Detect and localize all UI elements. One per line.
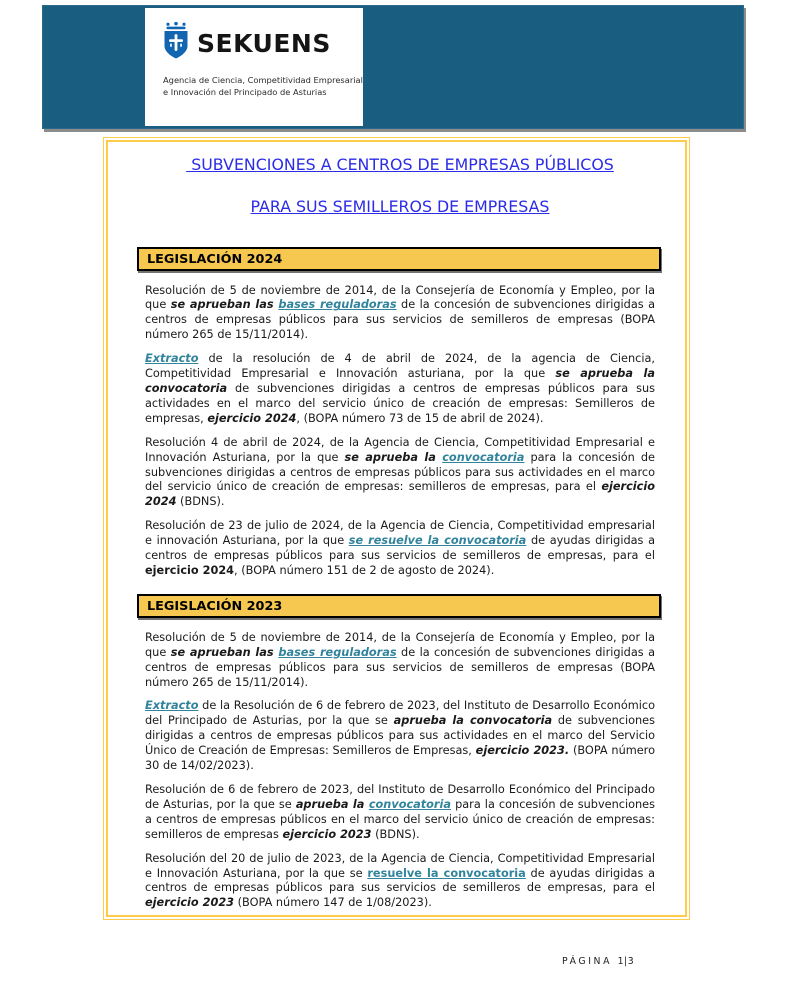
text-run: Resolución de 5 de noviembre de 2014, de la Consejería de Economía y Empleo, por la que xyxy=(145,630,655,659)
text-run: para la concesión de subvenciones dirigidas a centros de empresas públicos para sus actividades en el marco del servicio único de creación de empresas: semilleros de empresas, para el xyxy=(145,450,655,494)
page-number-label: PÁGINA xyxy=(562,956,613,967)
text-run: ejercicio 2023. xyxy=(475,744,570,758)
text-run: de ayudas dirigidas a centros de empresas públicos para sus servicios de semilleros de empresas, para el xyxy=(145,866,656,895)
text-run: , (BOPA número 151 de 2 de agosto de 2024). xyxy=(234,563,495,577)
text-run: Resolución de 5 de noviembre de 2014, de la Consejería de Economía y Empleo, por la que xyxy=(145,283,655,312)
brand-name: SEKUENS xyxy=(197,28,331,58)
text-run: de la resolución de 4 de abril de 2024, de la agencia de Ciencia, Competitividad Empresarial e Innovación asturiana, por la que xyxy=(145,352,655,381)
page-number-value: 1|3 xyxy=(617,956,635,967)
brand-tagline-line1: Agencia de Ciencia, Competitividad Empresarial xyxy=(163,75,363,85)
text-run: se aprueban las xyxy=(170,298,279,312)
text-run: ejercicio 2024 xyxy=(145,563,235,577)
text-run: (BOPA número 30 de 14/02/2023). xyxy=(145,744,655,773)
text-run: ejercicio 2023 xyxy=(145,896,235,910)
text-run: de subvenciones dirigidas a centros de empresas públicos para sus actividades en el marco del Servicio Único de Creación de Empresas: Semilleros de Empresas, xyxy=(145,714,655,758)
header-banner xyxy=(42,5,744,129)
text-run: Resolución del 20 de julio de 2023, de la Agencia de Ciencia, Competitividad Empresarial e Innovación Asturiana, por la que se xyxy=(145,851,655,880)
text-run: ejercicio 2024 xyxy=(207,411,297,425)
text-run: , (BOPA número 73 de 15 de abril de 2024). xyxy=(296,411,544,425)
inline-link[interactable]: bases reguladoras xyxy=(278,645,397,659)
page-number xyxy=(562,956,634,967)
document-title-line2: PARA SUS SEMILLEROS DE EMPRESAS xyxy=(250,196,550,216)
section-legislacion-2024 xyxy=(145,247,655,579)
document-title-line1: SUBVENCIONES A CENTROS DE EMPRESAS PÚBLICOS xyxy=(186,155,614,174)
text-run: de la concesión de subvenciones dirigidas a centros de empresas públicos para sus servicios de semilleros de empresas (BOPA número 265 de 15/11/2014). xyxy=(145,298,655,342)
paragraph xyxy=(145,783,655,843)
text-run: Resolución de 23 de julio de 2024, de la Agencia de Ciencia, Competitividad empresarial e innovación Asturiana, por la que xyxy=(145,519,655,548)
text-run: Resolución 4 de abril de 2024, de la Agencia de Ciencia, Competitividad Empresarial e Innovación Asturiana, por la que xyxy=(145,435,655,464)
text-run: (BOPA número 147 de 1/08/2023). xyxy=(234,896,432,910)
text-run: se aprueban las xyxy=(170,645,279,659)
inline-link[interactable]: Extracto xyxy=(145,352,199,366)
inline-link[interactable]: Extracto xyxy=(145,699,199,713)
document-title xyxy=(145,155,655,218)
text-run: (BDNS). xyxy=(371,827,420,841)
asturias-victory-cross-shield-icon xyxy=(163,22,189,64)
brand-tagline xyxy=(163,74,363,98)
paragraph xyxy=(145,631,655,691)
text-run: se aprueba la convocatoria xyxy=(145,367,655,395)
inline-link[interactable]: resuelve la convocatoria xyxy=(367,866,526,880)
inline-link[interactable]: convocatoria xyxy=(442,450,525,464)
paragraph xyxy=(145,852,655,912)
text-run: aprueba la xyxy=(295,797,369,811)
section-heading-2023: LEGISLACIÓN 2023 xyxy=(137,594,661,618)
section-legislacion-2023 xyxy=(145,594,655,911)
text-run: (BDNS). xyxy=(176,495,225,509)
brand-tagline-line2: e Innovación del Principado de Asturias xyxy=(163,87,327,98)
text-run: se aprueba la xyxy=(344,450,443,464)
text-run: ejercicio 2023 xyxy=(282,827,372,841)
text-run: de ayudas dirigidas a centros de empresas públicos para sus servicios de semilleros de empresas, para el xyxy=(145,534,655,563)
paragraph xyxy=(145,519,655,579)
section-heading-2024: LEGISLACIÓN 2024 xyxy=(137,247,661,271)
paragraph xyxy=(145,436,655,511)
logo-card xyxy=(145,8,363,126)
text-run: ejercicio 2024 xyxy=(145,480,655,509)
text-run: de la concesión de subvenciones dirigidas a centros de empresas públicos para sus servicios de semilleros de empresas (BOPA número 265 de 15/11/2014). xyxy=(145,645,655,689)
text-run: aprueba la convocatoria xyxy=(393,714,553,728)
inline-link[interactable]: se resuelve la convocatoria xyxy=(348,534,527,548)
inline-link[interactable]: convocatoria xyxy=(368,797,452,811)
text-run: Resolución de 6 de febrero de 2023, del Instituto de Desarrollo Económico del Principado de Asturias, por la que se xyxy=(145,783,655,811)
paragraph xyxy=(145,699,655,774)
text-run: de subvenciones dirigidas a centros de empresas públicos para sus actividades en el marco del servicio único de creación de empresas: Semilleros de empresas, xyxy=(145,381,655,425)
text-run: para la concesión de subvenciones a centros de empresas públicos en el marco del servicio único de creación de empresas: semilleros de empresas xyxy=(145,797,655,841)
paragraph xyxy=(145,352,655,427)
document-frame xyxy=(106,140,687,917)
inline-link[interactable]: bases reguladoras xyxy=(278,298,397,312)
text-run: de la Resolución de 6 de febrero de 2023, del Instituto de Desarrollo Económico del Principado de Asturias, por la que se xyxy=(145,699,655,728)
paragraph xyxy=(145,284,655,344)
